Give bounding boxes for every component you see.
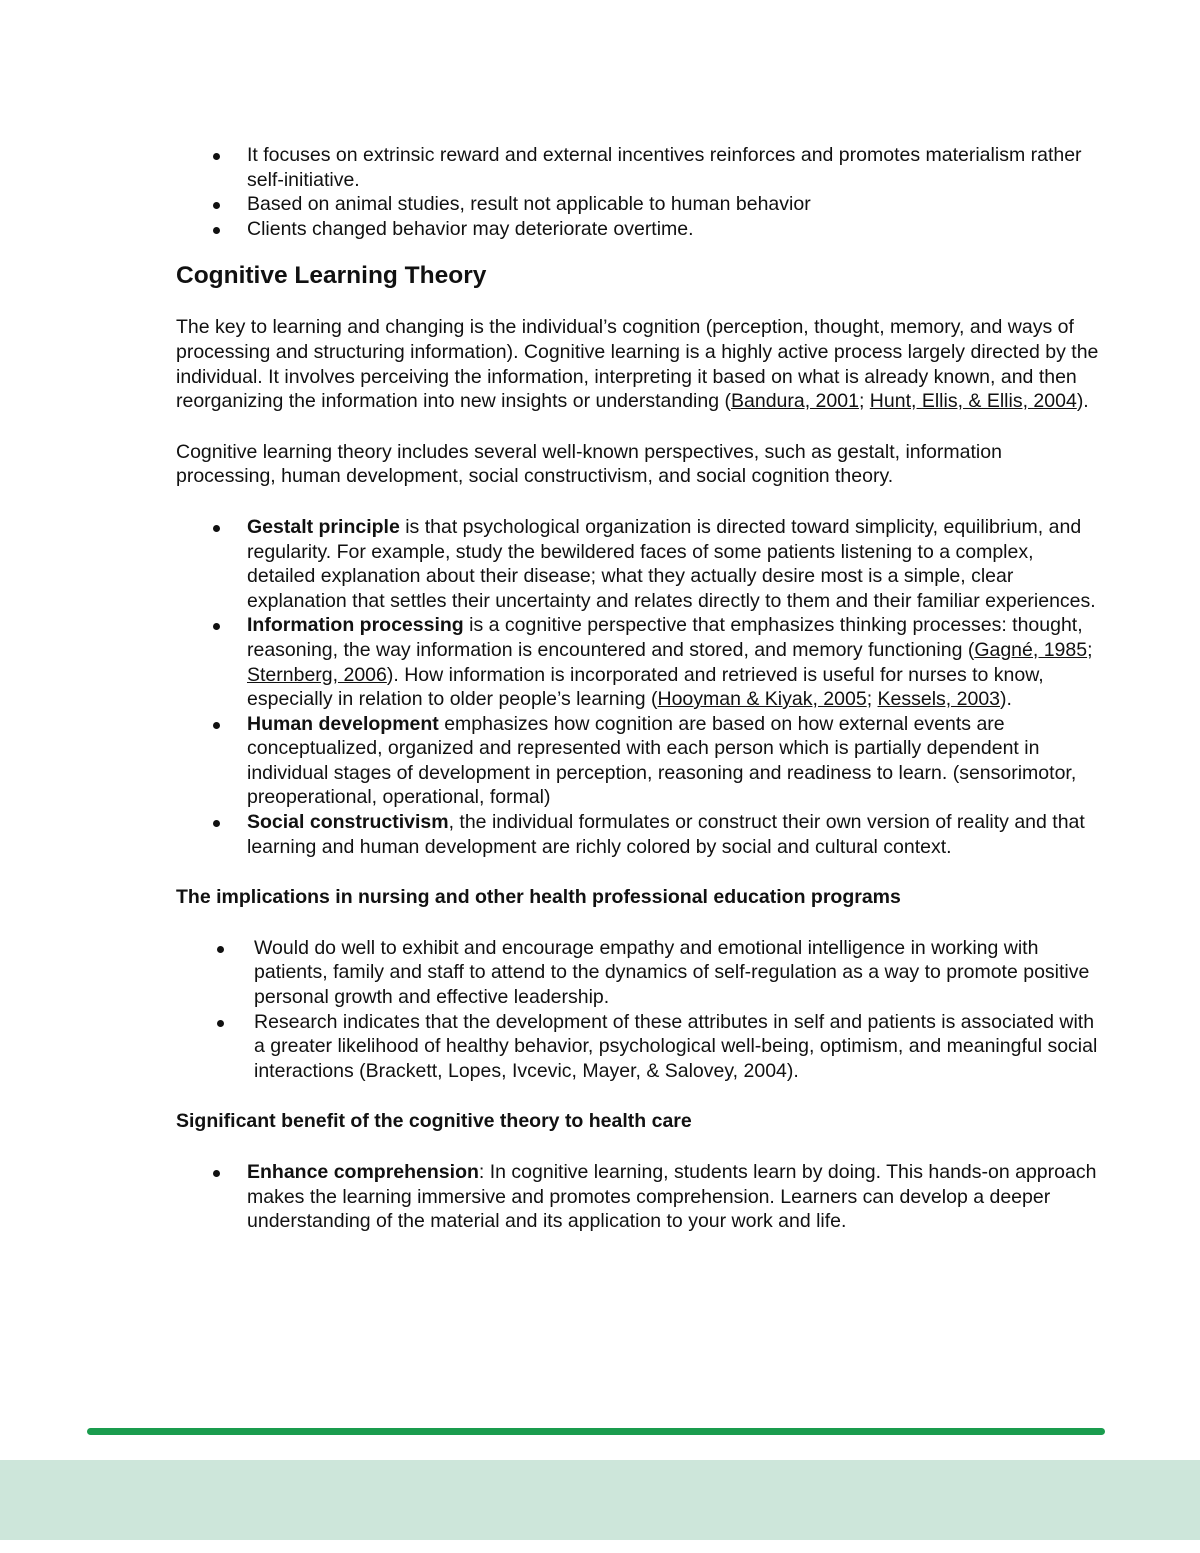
list-item: Research indicates that the development of these attributes in self and patients is associated with a greater likelihood of healthy behavior, psychological well-being, optimism, and meaningful social interactions (Brackett, Lopes, Ivcevic, Mayer, & Salovey, 2004). <box>176 1010 1106 1084</box>
benefit-list <box>176 1160 1106 1234</box>
implications-heading: The implications in nursing and other health professional education programs <box>176 886 901 909</box>
citation-link[interactable]: Gagné, 1985 <box>974 638 1088 661</box>
list-item: Based on animal studies, result not applicable to human behavior <box>176 192 1106 217</box>
citation-link[interactable]: Hunt, Ellis, & Ellis, 2004 <box>869 390 1077 413</box>
list-item: Gestalt principle is that psychological organization is directed toward simplicity, equilibrium, and regularity. For example, study the bewildered faces of some patients listening to a complex, detailed explanation about their disease; what they actually desire most is a simple, clear explanation that settles their uncertainty and relates directly to them and their familiar experiences. <box>176 515 1106 613</box>
list-item: It focuses on extrinsic reward and external incentives reinforces and promotes materialism rather self-initiative. <box>176 143 1106 192</box>
implications-list <box>176 936 1106 1084</box>
page-content <box>176 143 1106 1234</box>
citation-link[interactable]: Sternberg, 2006 <box>247 663 387 686</box>
list-item: Human development emphasizes how cognition are based on how external events are conceptualized, organized and represented with each person which is partially dependent in individual stages of development in perception, reasoning and readiness to learn. (sensorimotor, preoperational, operational, formal) <box>176 712 1106 810</box>
perspectives-list <box>176 515 1106 859</box>
footer-band <box>0 1460 1200 1540</box>
term-label: Information processing <box>247 614 464 637</box>
term-label: Enhance comprehension <box>247 1161 479 1183</box>
list-item: Information processing is a cognitive perspective that emphasizes thinking processes: thought, reasoning, the way information is encountered and stored, and memory functioning (Gagné, 1985; Sternberg, 2006). How information is incorporated and retrieved is useful for nurses to know, especially in relation to older people’s learning (Hooyman & Kiyak, 2005; Kessels, 2003). <box>176 613 1106 711</box>
intro-bullet-list <box>176 143 1106 241</box>
section-title: Cognitive Learning Theory <box>176 262 487 290</box>
citation-link[interactable]: Bandura, 2001 <box>731 390 859 413</box>
citation-link[interactable]: Hooyman & Kiyak, 2005 <box>657 688 867 711</box>
term-label: Social constructivism <box>247 811 449 834</box>
footer-divider <box>87 1428 1105 1435</box>
term-label: Human development <box>247 712 439 735</box>
perspectives-paragraph: Cognitive learning theory includes several well-known perspectives, such as gestalt, information processing, human development, social constructivism, and social cognition theory. <box>176 440 1002 488</box>
list-item: Would do well to exhibit and encourage empathy and emotional intelligence in working with patients, family and staff to attend to the dynamics of self-regulation as a way to promote positive personal growth and effective leadership. <box>176 936 1106 1010</box>
list-item: Social constructivism, the individual formulates or construct their own version of reality and that learning and human development are richly colored by social and cultural context. <box>176 810 1106 859</box>
cognition-paragraph: The key to learning and changing is the individual’s cognition (perception, thought, memory, and ways of processing and structuring information). Cognitive learning is a highly active process largely directed by the individual. It involves perceiving the information, interpreting it based on what is already known, and then reorganizing the information into new insights or understanding (Bandura, 2001; Hunt, Ellis, & Ellis, 2004). <box>176 316 1099 413</box>
benefit-heading: Significant benefit of the cognitive theory to health care <box>176 1110 692 1133</box>
term-label: Gestalt principle <box>247 515 400 538</box>
list-item: Enhance comprehension: In cognitive learning, students learn by doing. This hands-on approach makes the learning immersive and promotes comprehension. Learners can develop a deeper understanding of the material and its application to your work and life. <box>176 1160 1106 1234</box>
list-item: Clients changed behavior may deteriorate overtime. <box>176 217 1106 242</box>
citation-link[interactable]: Kessels, 2003 <box>877 688 1001 711</box>
